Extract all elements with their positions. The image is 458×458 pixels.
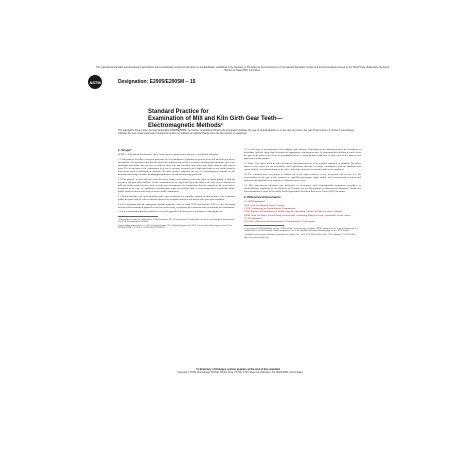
aia-standard-subheading: 2.2 AIA Standard:³ [244, 216, 263, 220]
reference-item[interactable]: E1316 Terminology for Nondestructive Examinations [244, 207, 296, 211]
top-notice: This international standard was developed in accordance with internationally recognized principles on standardization established in the Decision on Principles for the Development of International Standards, Guides and Recommendations issued by the World Trade Organization Technical Barriers to Trade (TBT) Committee. [95, 67, 390, 72]
referenced-documents-heading: 2. Referenced Documents [244, 194, 281, 199]
reference-item[interactable]: E2261 Practice for Examination of Welds Using the Alternating Current Field Measurement Technique [244, 210, 343, 214]
para-1-2: 1.2 This practice is used only for crack detection, sizing, wear patterns, and early signs of macro-pitting. It will not provide a full gear tooth analysis. Visual examination by an experienced gear specialist is the only way to characterize fully the failure modes present, their severity, and consequences. It is imperative that the analysis of the gear tooth is completed at the time of examination. Sending data offsite for analysis later is not recommended as potential failure modes could be missed from lack of on-site visual examination. [118, 177, 235, 194]
footnote-rule [244, 225, 284, 226]
para-1-5: 1.5 It is recommended that the technician review the appendices in this practice in advance of starting the job. [118, 210, 224, 214]
title-line-1: Standard Practice for [148, 109, 209, 115]
scope-heading: 1. Scope* [118, 148, 132, 152]
footnote-2: ² For referenced ASTM standards, visit the ASTM website, www.astm.org, or contact ASTM Customer Service at service@astm.org. For Annual Book of ASTM Standards volume information, refer to the standard's Document Summary page on the ASTM website. [244, 227, 358, 233]
reference-item[interactable]: NAS 410 Certification and Qualification of Nondestructive Test Personnel [244, 219, 316, 223]
title-line-3: Electromagnetic Methods¹ [148, 123, 224, 129]
designation: Designation: E2905/E2905M − 15 [118, 79, 196, 85]
footnote-1: ¹ This practice is under the jurisdiction of ASTM Committee E07 on Nondestructive Testing and is the direct responsibility of Subcommittee E07.07 on Electromagnetic Method. [118, 218, 235, 224]
para-1-9: 1.9 This international standard was developed in accordance with internationally recognized principles on standardization established in the Decision on Principles for the Development of International Standards, Guides and Recommendations issued by the World Trade Organization Technical Barriers to Trade (TBT) Committee. [244, 183, 361, 193]
document-title [148, 109, 368, 130]
reference-item[interactable]: E709 Guide for Magnetic Particle Testing [244, 204, 284, 208]
note-1: NOTE 1—Throughout the standard "gear" means gear or pinion unless the gear is specifically identified. [118, 153, 219, 156]
reference-item[interactable]: E2884 Guide for Eddy Current Testing of Electrically Conducting Materials Using Conformable Sensor Arrays [244, 213, 351, 217]
reference-list [244, 204, 361, 223]
footnote-edition: Current edition approved Jan. 15, 2015. Published January 2015. Originally approved in 2012. Last previous edition approved in 2012 as E2905/E2905M – 12. DOI: 10.1520/E2905_E2905M-15. [118, 224, 232, 230]
footnote-rule [118, 216, 158, 217]
para-1-8: 1.8 This standard does not purport to address all of the safety concerns, if any, associated with its use. It is the responsibility of the user of this standard to establish appropriate safety, health, and environmental practices and determine the applicability of regulatory limitations prior to use. [244, 172, 361, 183]
copyright-line: Copyright © ASTM International, 100 Barr Harbor Drive, PO Box C700, West Conshohocken, PA 19428-2959. United States [177, 372, 303, 374]
para-1-6: 1.6 A clean gear is recommended for a complete gear analysis. Depending on the lubrication used, the technician, in accordance with the client, shall determine the appropriate cleaning procedure. If a non-metallized lubricant is used, clean the gear teeth surfaces are clean. If an asphaltic-based or synthetic-based lubricant is used, refer to the annexes and appendices in this practice. [244, 148, 361, 161]
summary-of-changes-note: *A Summary of Changes section appears at the end of this standard [196, 368, 280, 371]
para-1-7: 1.7 Units—The values stated in either SI units or inch-pound units are to be regarded separately as standard. The values stated in each system are not necessarily exact equivalents; therefore, to ensure conformance with the standard, each system shall be used independently of the other, and values from the two systems shall not be combined. [244, 161, 361, 172]
astm-standards-subheading: 2.1 ASTM Standards:² [244, 199, 266, 203]
right-column [244, 148, 361, 240]
para-1-1: 1.1 This practice describes a two-part procedure for electromagnetic evaluation on gear teeth on mill and kiln gear drives and pinions. The first part of this practice details the ability to detect 100 % of surface-breaking discontinuities only in the addendum, dedendum and root area on both the drive side and non-drive side of the gear tooth using an eddy current array. The second part of the examination is to size or measure accurately the length and depth of any cracks found in these areas using electromagnetic methods. No other practice addresses the use of electromagnetic methods for the detection and sizing of surface-breaking discontinuities on mill and kiln ring gear teeth. [118, 157, 235, 177]
title-line-2: Examination of Mill and Kiln Girth Gear Teeth— [148, 116, 283, 122]
title-note: This standard is issued under the fixed designation E2905/E2905M; the number immediately following the designation indicates the year of original adoption or, in the case of revision, the year of last revision. A number in parentheses indicates the year of last reapproval. A superscript epsilon (ε) indicates an editorial change since the last revision or reapproval. [118, 130, 355, 135]
para-1-4: 1.4 It is important that the appropriate method standards, such as Guide E709 and Practice E2261, if the alternating current field measurement approach is used for crack sizing, accompany the technician when performing the examination. [118, 202, 235, 209]
para-1-3: 1.3 Two technicians, one gear specialist, and a gear technician are typically required for this practice. One technician guides the probe and the other technician operates the computer/software and analyzes the gear tooth condition. [118, 194, 235, 201]
left-column [118, 148, 235, 231]
astm-logo-icon: ASTM [88, 75, 102, 89]
footnote-3: ³ Available from Aerospace Industries Association of America, Inc. (AIA), 1000 Wilson Blvd., Suite 1700, Arlington, VA 22209-3928, http://www.aia-aerospace.org. [244, 234, 356, 239]
